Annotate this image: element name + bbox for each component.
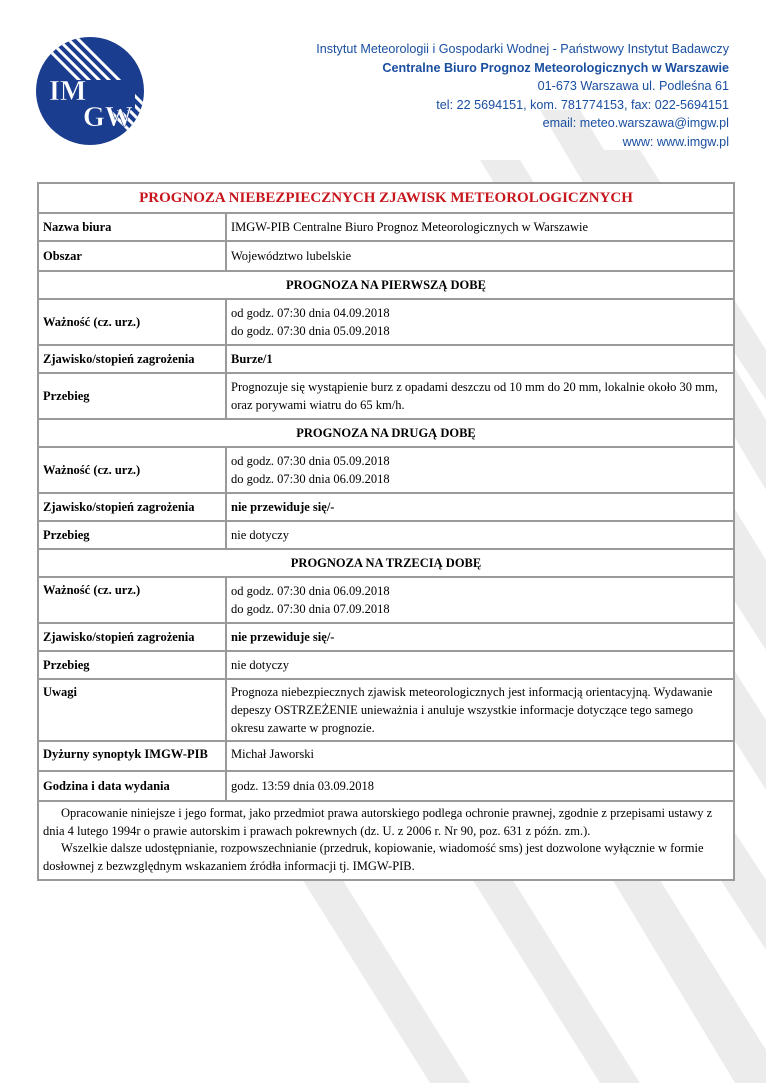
day3-validity-from: od godz. 07:30 dnia 06.09.2018: [231, 584, 390, 598]
day1-course-value: Prognozuje się wystąpienie burz z opadami deszczu od 10 mm do 20 mm, lokalnie około 30 mm, oraz porywami wiatru do 65 km/h.: [231, 380, 718, 412]
day1-course-row: [39, 374, 733, 420]
day3-course-value: nie dotyczy: [231, 658, 289, 672]
day1-heading: PROGNOZA NA PIERWSZĄ DOBĘ: [39, 272, 733, 300]
document-title: PROGNOZA NIEBEZPIECZNYCH ZJAWISK METEOROLOGICZNYCH: [39, 184, 733, 214]
footer-paragraph-1: Opracowanie niniejsze i jego format, jako przedmiot prawa autorskiego podlega ochronie prawnej, zgodnie z przepisami ustawy z dnia 4 lutego 1994r o prawie autorskim i prawach pokrewnych (dz. U. z 2006 r. Nr 90, poz. 631 z późn. zm.).: [43, 806, 713, 838]
institute-name: Instytut Meteorologii i Gospodarki Wodnej - Państwowy Instytut Badawczy: [316, 42, 729, 56]
day2-validity-row: [39, 448, 733, 494]
forecast-document: [37, 182, 735, 881]
day2-phenomenon-label: Zjawisko/stopień zagrożenia: [39, 494, 227, 520]
institute-header: [316, 40, 729, 151]
day3-course-label: Przebieg: [39, 652, 227, 678]
logo-text-gw: GW: [83, 102, 133, 133]
issued-row: [39, 772, 733, 802]
notes-row: [39, 680, 733, 742]
bureau-row: [39, 214, 733, 242]
day1-course-label: Przebieg: [39, 374, 227, 418]
day3-validity-label: Ważność (cz. urz.): [39, 578, 227, 622]
notes-label: Uwagi: [39, 680, 227, 740]
area-label: Obszar: [39, 242, 227, 270]
address: 01-673 Warszawa ul. Podleśna 61: [537, 79, 729, 93]
forecaster-value: Michał Jaworski: [231, 747, 314, 761]
day2-heading: PROGNOZA NA DRUGĄ DOBĘ: [39, 420, 733, 448]
notes-value: Prognoza niebezpiecznych zjawisk meteorologicznych jest informacją orientacyjną. Wydawanie depeszy OSTRZEŻENIE unieważnia i anuluje wszystkie informacje dotyczące tego samego okresu zawarte w prognozie.: [231, 685, 713, 735]
area-value: Województwo lubelskie: [231, 249, 352, 263]
day3-validity-to: do godz. 07:30 dnia 07.09.2018: [231, 602, 390, 616]
day3-course-row: [39, 652, 733, 680]
day1-phenomenon-value: Burze/1: [231, 352, 273, 366]
logo-text-im: IM: [49, 76, 87, 107]
day1-validity-value: [227, 300, 733, 344]
day2-validity-label: Ważność (cz. urz.): [39, 448, 227, 492]
copyright-footer: [39, 802, 733, 879]
forecaster-label: Dyżurny synoptyk IMGW-PIB: [39, 742, 227, 770]
day3-validity-row: [39, 578, 733, 624]
day3-phenomenon-row: [39, 624, 733, 652]
day1-validity-from: od godz. 07:30 dnia 04.09.2018: [231, 306, 390, 320]
day3-phenomenon-value: nie przewiduje się/-: [231, 630, 335, 644]
day2-phenomenon-row: [39, 494, 733, 522]
forecaster-row: [39, 742, 733, 772]
day3-phenomenon-label: Zjawisko/stopień zagrożenia: [39, 624, 227, 650]
phone: tel: 22 5694151, kom. 781774153, fax: 022-5694151: [436, 97, 729, 112]
day2-validity-value: [227, 448, 733, 492]
issued-label: Godzina i data wydania: [39, 772, 227, 800]
day2-course-label: Przebieg: [39, 522, 227, 548]
website[interactable]: www: www.imgw.pl: [622, 134, 729, 149]
day2-course-row: [39, 522, 733, 550]
day2-validity-to: do godz. 07:30 dnia 06.09.2018: [231, 472, 390, 486]
area-row: [39, 242, 733, 272]
bureau-value: IMGW-PIB Centralne Biuro Prognoz Meteorologicznych w Warszawie: [231, 220, 589, 234]
footer-paragraph-2: Wszelkie dalsze udostępnianie, rozpowszechnianie (przedruk, kopiowanie, wiadomość sms) jest dozwolone wyłącznie w formie dosłownej z bezwzględnym wskazaniem źródła informacji tj. IMGW-PIB.: [43, 841, 704, 873]
day3-heading: PROGNOZA NA TRZECIĄ DOBĘ: [39, 550, 733, 578]
day1-validity-to: do godz. 07:30 dnia 05.09.2018: [231, 324, 390, 338]
imgw-logo: [35, 36, 145, 146]
bureau-label: Nazwa biura: [39, 214, 227, 240]
day1-validity-row: [39, 300, 733, 346]
day1-phenomenon-row: [39, 346, 733, 374]
day2-phenomenon-value: nie przewiduje się/-: [231, 500, 335, 514]
day1-validity-label: Ważność (cz. urz.): [39, 300, 227, 344]
day2-validity-from: od godz. 07:30 dnia 05.09.2018: [231, 454, 390, 468]
day1-phenomenon-label: Zjawisko/stopień zagrożenia: [39, 346, 227, 372]
day3-validity-value: [227, 578, 733, 622]
day2-course-value: nie dotyczy: [231, 528, 289, 542]
bureau-name: Centralne Biuro Prognoz Meteorologicznych w Warszawie: [382, 60, 729, 75]
issued-value: godz. 13:59 dnia 03.09.2018: [231, 779, 375, 793]
email[interactable]: email: meteo.warszawa@imgw.pl: [542, 116, 729, 130]
